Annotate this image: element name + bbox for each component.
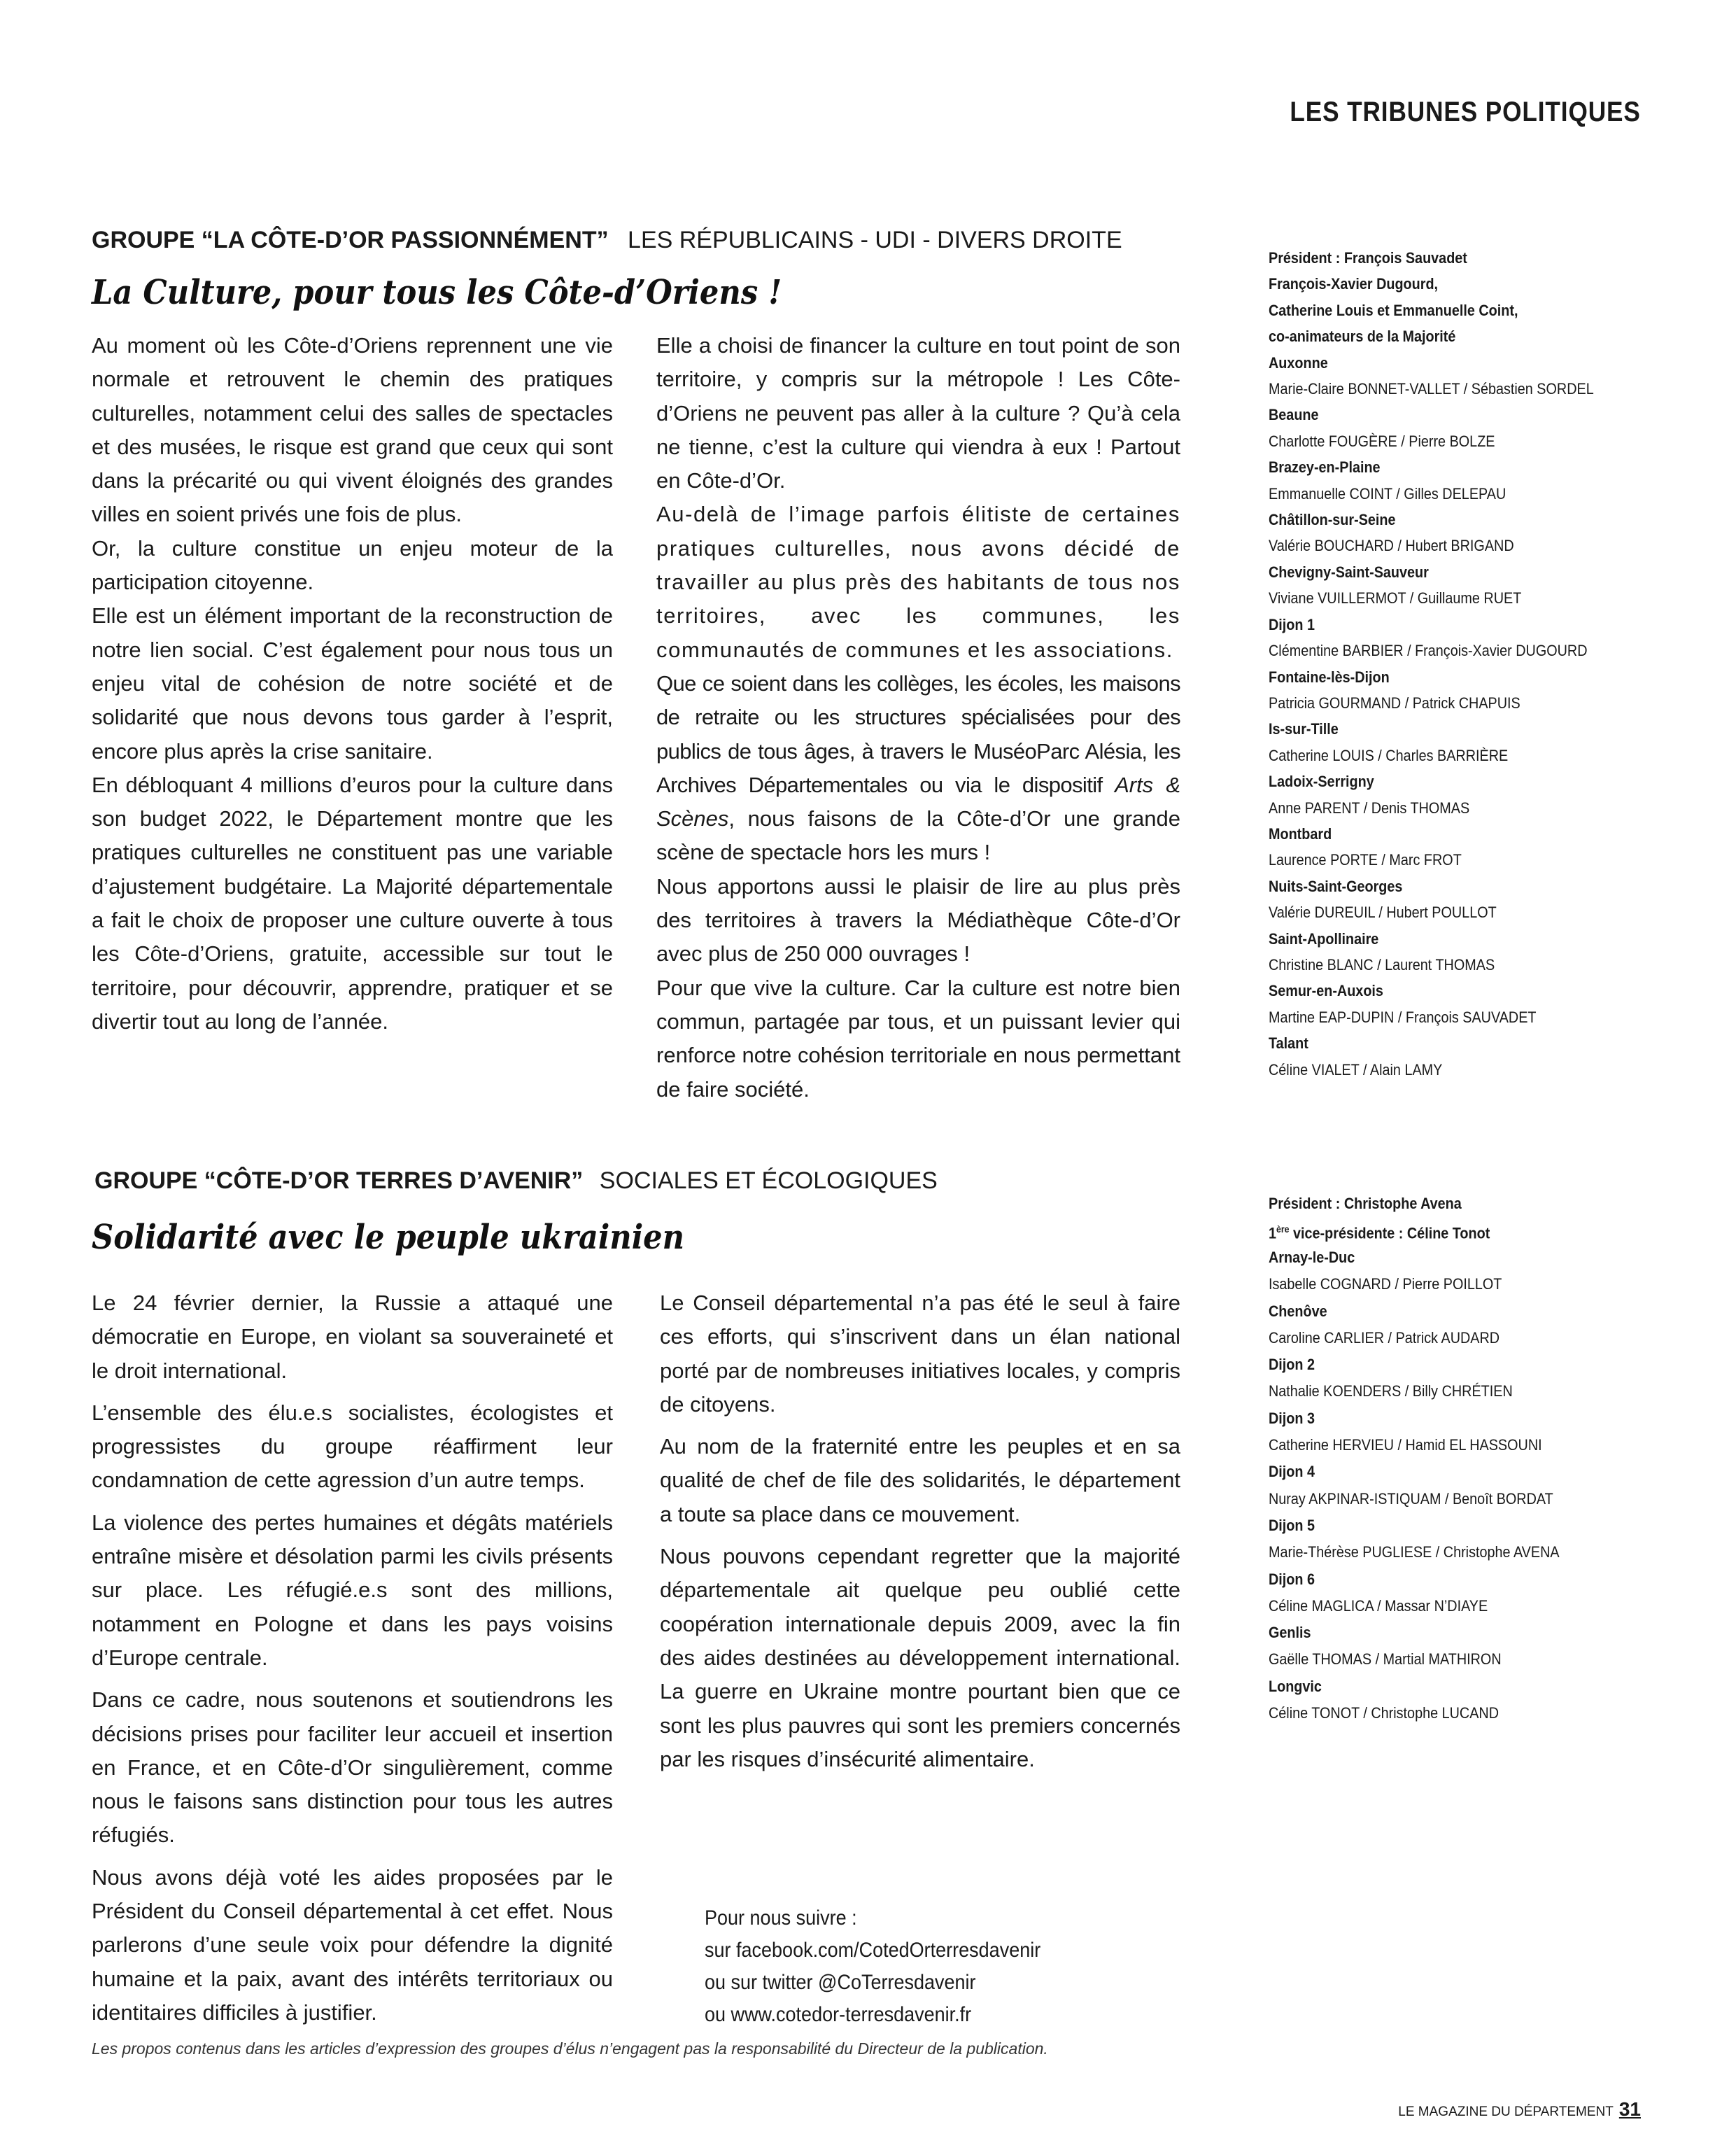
page-title: LES TRIBUNES POLITIQUES: [1290, 97, 1641, 127]
roster-canton: François-Xavier Dugourd,: [1269, 275, 1439, 293]
group2-roster-header: [1269, 1191, 1632, 1246]
twitter-link[interactable]: ou sur twitter @CoTerresdavenir: [705, 1971, 976, 1994]
roster-members: Anne PARENT / Denis THOMAS: [1269, 799, 1470, 817]
roster-members: Charlotte FOUGÈRE / Pierre BOLZE: [1269, 432, 1495, 450]
group2-right-column: [660, 1286, 1180, 1785]
roster-canton: Dijon 5: [1269, 1516, 1315, 1534]
group2-name: GROUPE “CÔTE-D’OR TERRES D’AVENIR”: [94, 1167, 584, 1194]
roster-canton: Chenôve: [1269, 1302, 1327, 1320]
disclaimer: Les propos contenus dans les articles d’expression des groupes d’élus n’engagent pas la responsabilité du Directeur de la publication.: [92, 2039, 1048, 2058]
roster-members: Nathalie KOENDERS / Billy CHRÉTIEN: [1269, 1382, 1513, 1400]
paragraph: Nous pouvons cependant regretter que la majorité départementale ait quelque peu oublié cette coopération internationale depuis 2009, avec la fin des aides destinées au développement international. La guerre en Ukraine montre pourtant bien que ce sont les plus pauvres qui sont les premiers concernés par les risques d’insécurité alimentaire.: [660, 1544, 1180, 1771]
page-number: 31: [1618, 2098, 1641, 2120]
paragraph-text: , nous faisons de la Côte-d’Or une grande scène de spectacle hors les murs !: [656, 806, 1180, 865]
roster-canton: Is-sur-Tille: [1269, 720, 1339, 738]
roster-members: Isabelle COGNARD / Pierre POILLOT: [1269, 1275, 1502, 1293]
facebook-link[interactable]: sur facebook.com/CotedOrterresdavenir: [705, 1939, 1041, 1962]
group2-left-column: [92, 1286, 613, 2038]
roster-canton: Montbard: [1269, 824, 1332, 843]
roster-members: Laurence PORTE / Marc FROT: [1269, 851, 1462, 869]
roster-canton: Fontaine-lès-Dijon: [1269, 668, 1390, 686]
roster-canton: Brazey-en-Plaine: [1269, 458, 1381, 477]
paragraph: L’ensemble des élu.e.s socialistes, écologistes et progressistes du groupe réaffirment leur condamnation de cette agression d’un autre temps.: [92, 1400, 613, 1493]
paragraph: Dans ce cadre, nous soutenons et soutiendrons les décisions prises pour faciliter leur accueil et insertion en France, et en Côte-d’Or singulièrement, comme nous le faisons sans distinction pour tous les autres réfugiés.: [92, 1687, 613, 1848]
program-name: Arts & Scènes: [656, 772, 1180, 831]
roster-canton: Beaune: [1269, 406, 1319, 424]
group1-left-column: [92, 329, 613, 1039]
roster-canton: Genlis: [1269, 1624, 1311, 1642]
roster-canton: Talant: [1269, 1034, 1308, 1053]
paragraph: La violence des pertes humaines et dégâts matériels entraîne misère et désolation parmi les civils présents sur place. Les réfugié.e.s sont des millions, notamment en Pologne et dans les pays voisins d’Europe centrale.: [92, 1510, 613, 1670]
follow-title: Pour nous suivre :: [705, 1906, 857, 1930]
roster-members: Marie-Thérèse PUGLIESE / Christophe AVENA: [1269, 1543, 1560, 1561]
roster-canton: Chevigny-Saint-Sauveur: [1269, 563, 1429, 581]
group1-name: GROUPE “LA CÔTE-D’OR PASSIONNÉMENT”: [92, 227, 609, 253]
paragraph: Pour que vive la culture. Car la culture est notre bien commun, partagée par tous, et un puissant levier qui renforce notre cohésion territoriale en nous permettant de faire société.: [656, 975, 1180, 1102]
roster-canton: Ladoix-Serrigny: [1269, 773, 1374, 791]
roster-canton: Auxonne: [1269, 353, 1328, 372]
paragraph: Elle a choisi de financer la culture en tout point de son territoire, y compris sur la métropole ! Les Côte-d’Oriens ne peuvent pas aller à la culture ? Qu’à cela ne tienne, c’est la culture qui viendra à eux ! Partout en Côte-d’Or.: [656, 333, 1180, 493]
group1-heading: [92, 227, 1122, 254]
roster-members: Gaëlle THOMAS / Martial MATHIRON: [1269, 1650, 1502, 1668]
roster-members: Caroline CARLIER / Patrick AUDARD: [1269, 1328, 1500, 1347]
roster-members: Céline TONOT / Christophe LUCAND: [1269, 1704, 1499, 1722]
roster-members: Marie-Claire BONNET-VALLET / Sébastien SORDEL: [1269, 380, 1594, 398]
roster-vice-president: [1269, 1216, 1589, 1246]
roster-members: Viviane VUILLERMOT / Guillaume RUET: [1269, 589, 1522, 607]
roster-vp-text: vice-présidente : Céline Tonot: [1289, 1224, 1490, 1242]
group2-heading: [94, 1167, 938, 1195]
roster-members: Patricia GOURMAND / Patrick CHAPUIS: [1269, 694, 1520, 712]
website-link[interactable]: ou www.cotedor-terresdavenir.fr: [705, 2003, 972, 2026]
roster-members: Valérie BOUCHARD / Hubert BRIGAND: [1269, 537, 1514, 555]
paragraph: Nous apportons aussi le plaisir de lire au plus près des territoires à travers la Médiathèque Côte-d’Or avec plus de 250 000 ouvrages !: [656, 873, 1180, 967]
paragraph: Le 24 février dernier, la Russie a attaqué une démocratie en Europe, en violant sa souveraineté et le droit international.: [92, 1291, 613, 1383]
roster-members: Catherine HERVIEU / Hamid EL HASSOUNI: [1269, 1436, 1542, 1454]
paragraph: En débloquant 4 millions d’euros pour la culture dans son budget 2022, le Département montre que les pratiques culturelles ne constituent pas une variable d’ajustement budgétaire. La Majorité départementale a fait le choix de proposer une culture ouverte à tous les Côte-d’Oriens, gratuite, accessible sur tout le territoire, pour découvrir, apprendre, pratiquer et se divertir tout au long de l’année.: [92, 772, 613, 1034]
roster-canton: Semur-en-Auxois: [1269, 982, 1383, 1000]
roster-vp-number: 1: [1269, 1224, 1277, 1242]
roster-canton: Catherine Louis et Emmanuelle Coint,: [1269, 301, 1518, 319]
roster-president: Président : Christophe Avena: [1269, 1195, 1462, 1212]
group2-affiliation: SOCIALES ET ÉCOLOGIQUES: [599, 1167, 938, 1194]
roster-members: Martine EAP-DUPIN / François SAUVADET: [1269, 1008, 1537, 1026]
magazine-label: LE MAGAZINE DU DÉPARTEMENT: [1398, 2105, 1614, 2119]
paragraph: [656, 667, 1180, 870]
footer: [1398, 2098, 1641, 2121]
roster-members: Emmanuelle COINT / Gilles DELEPAU: [1269, 484, 1506, 503]
group2-headline: Solidarité avec le peuple ukrainien: [92, 1218, 684, 1257]
roster-members: Céline VIALET / Alain LAMY: [1269, 1060, 1443, 1078]
roster-canton: Longvic: [1269, 1677, 1322, 1695]
paragraph-text: Que ce soient dans les collèges, les écoles, les maisons de retraite ou les structures spécialisées pour des publics de tous âges, à travers le MuséoParc Alésia, les Archives Départementales ou via le dispositif: [656, 670, 1180, 797]
paragraph: Or, la culture constitue un enjeu moteur de la participation citoyenne.: [92, 535, 613, 595]
roster-canton: Président : François Sauvadet: [1269, 249, 1467, 267]
group1-affiliation: LES RÉPUBLICAINS - UDI - DIVERS DROITE: [628, 227, 1122, 253]
paragraph: Le Conseil départemental n’a pas été le seul à faire ces efforts, qui s’inscrivent dans un élan national porté par de nombreuses initiatives locales, y compris de citoyens.: [660, 1291, 1180, 1417]
roster-members: Nuray AKPINAR-ISTIQUAM / Benoît BORDAT: [1269, 1489, 1553, 1508]
roster-canton: Dijon 1: [1269, 615, 1315, 633]
follow-us-block: [705, 1902, 1040, 2031]
roster-members: Valérie DUREUIL / Hubert POULLOT: [1269, 904, 1497, 922]
group1-headline: La Culture, pour tous les Côte-d’Oriens !: [92, 273, 782, 312]
roster-canton: Dijon 6: [1269, 1570, 1315, 1588]
group1-right-column: [656, 329, 1180, 1106]
paragraph: Au nom de la fraternité entre les peuples et en sa qualité de chef de file des solidarités, le département a toute sa place dans ce mouvement.: [660, 1434, 1180, 1526]
group2-roster: [1269, 1244, 1632, 1727]
paragraph: Elle est un élément important de la reconstruction de notre lien social. C’est également pour nous tous un enjeu vital de cohésion de notre société et de solidarité que nous devons tous garder à l’esprit, encore plus après la crise sanitaire.: [92, 603, 613, 764]
roster-canton: Châtillon-sur-Seine: [1269, 511, 1396, 529]
roster-vp-ordinal: ère: [1276, 1223, 1290, 1235]
paragraph: Au-delà de l’image parfois élitiste de certaines pratiques culturelles, nous avons décidé de travailler au plus près des habitants de tous nos territoires, avec les communes, les communautés de communes et les associations.: [656, 502, 1180, 662]
roster-canton: co-animateurs de la Majorité: [1269, 328, 1456, 346]
roster-canton: Arnay-le-Duc: [1269, 1249, 1355, 1266]
roster-members: Clémentine BARBIER / François-Xavier DUGOURD: [1269, 642, 1588, 660]
roster-canton: Dijon 4: [1269, 1463, 1315, 1481]
group1-roster: [1269, 245, 1632, 1083]
roster-canton: Dijon 2: [1269, 1356, 1315, 1374]
roster-canton: Saint-Apollinaire: [1269, 929, 1379, 948]
paragraph: Nous avons déjà voté les aides proposées par le Président du Conseil départemental à cet effet. Nous parlerons d’une seule voix pour défendre la dignité humaine et la paix, avant des intérêts territoriaux ou identitaires difficiles à justifier.: [92, 1864, 613, 2025]
roster-members: Catherine LOUIS / Charles BARRIÈRE: [1269, 746, 1509, 764]
roster-members: Céline MAGLICA / Massar N’DIAYE: [1269, 1596, 1488, 1615]
roster-canton: Dijon 3: [1269, 1409, 1315, 1427]
roster-members: Christine BLANC / Laurent THOMAS: [1269, 955, 1495, 974]
paragraph: Au moment où les Côte-d’Oriens reprennent une vie normale et retrouvent le chemin des pratiques culturelles, notamment celui des salles de spectacles et des musées, le risque est grand que ceux qui sont dans la précarité ou qui vivent éloignés des grandes villes en soient privés une fois de plus.: [92, 333, 613, 527]
roster-canton: Nuits-Saint-Georges: [1269, 877, 1403, 895]
